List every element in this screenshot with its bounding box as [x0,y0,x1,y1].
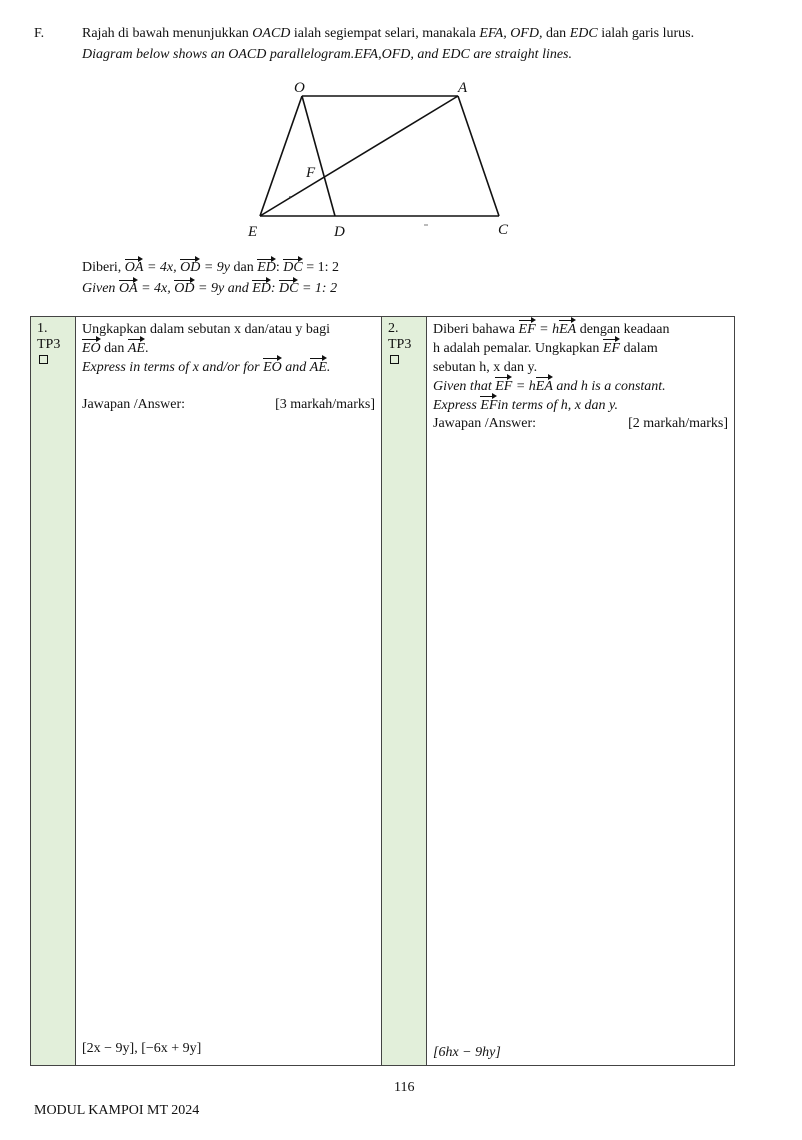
parallelogram-diagram [240,80,530,250]
checkbox-icon[interactable] [39,355,48,364]
label-e: E [248,224,258,240]
q1-side [31,317,76,1066]
q1-answer: [2x − 9y], [−6x + 9y] [82,1041,202,1057]
q1-answer-line: Jawapan /Answer: [3 markah/marks] [82,396,375,415]
q1-text-malay: Ungkapkan dalam sebutan x dan/atau y bagi EO dan AE. [82,321,375,359]
q2-answer-line: Jawapan /Answer: [2 markah/marks] [433,415,728,434]
dot-mark [289,196,291,198]
label-f: F [306,165,316,181]
q2-tp: TP3 [388,337,412,353]
intro-english: Diagram below shows an OACD parallelogram.EFA,OFD, and EDC are straight lines. [82,47,573,62]
q2-text-malay: Diberi bahawa EF = hEA dengan keadaan h adalah pemalar. Ungkapkan EF dalam sebutan h, x dan y. [433,322,670,375]
label-c: C [498,222,509,238]
q1-tp: TP3 [37,337,61,353]
label-a: A [458,80,468,96]
intro-malay: Rajah di bawah menunjukkan OACD ialah segiempat selari, manakala EFA, OFD, dan EDC ialah garis lurus. [82,26,695,41]
q2-marks: [2 markah/marks] [628,416,728,432]
page-number: 116 [394,1080,415,1095]
module-name: MODUL KAMPOI MT 2024 [34,1103,200,1118]
section-letter: F. [34,26,45,41]
segment-ea [260,96,458,216]
q2-answer: [6hx − 9hy] [433,1045,501,1061]
label-o: O [294,80,305,96]
given-english: Given OA = 4x, OD = 9y and ED: DC = 1: 2 [82,281,338,296]
q2-side [382,317,427,1066]
questions-table [30,316,735,1066]
q1-body [76,317,382,1066]
segment-ac [458,96,499,216]
checkbox-icon[interactable] [390,355,399,364]
given-malay: Diberi, OA = 4x, OD = 9y dan ED: DC = 1: 2 [82,260,340,275]
segment-od [302,96,335,216]
q1-text-english: Express in terms of x and/or for EO and AE. [82,359,375,378]
q2-text-english: Given that EF = hEA and h is a constant. Express EFin terms of h, x dan y. [433,378,728,416]
q1-marks: [3 markah/marks] [275,396,375,412]
q2-number: 2. [388,321,399,336]
segment-eo [260,96,302,216]
label-d: D [334,224,345,240]
q2-body [427,317,735,1066]
q1-number: 1. [37,321,48,336]
